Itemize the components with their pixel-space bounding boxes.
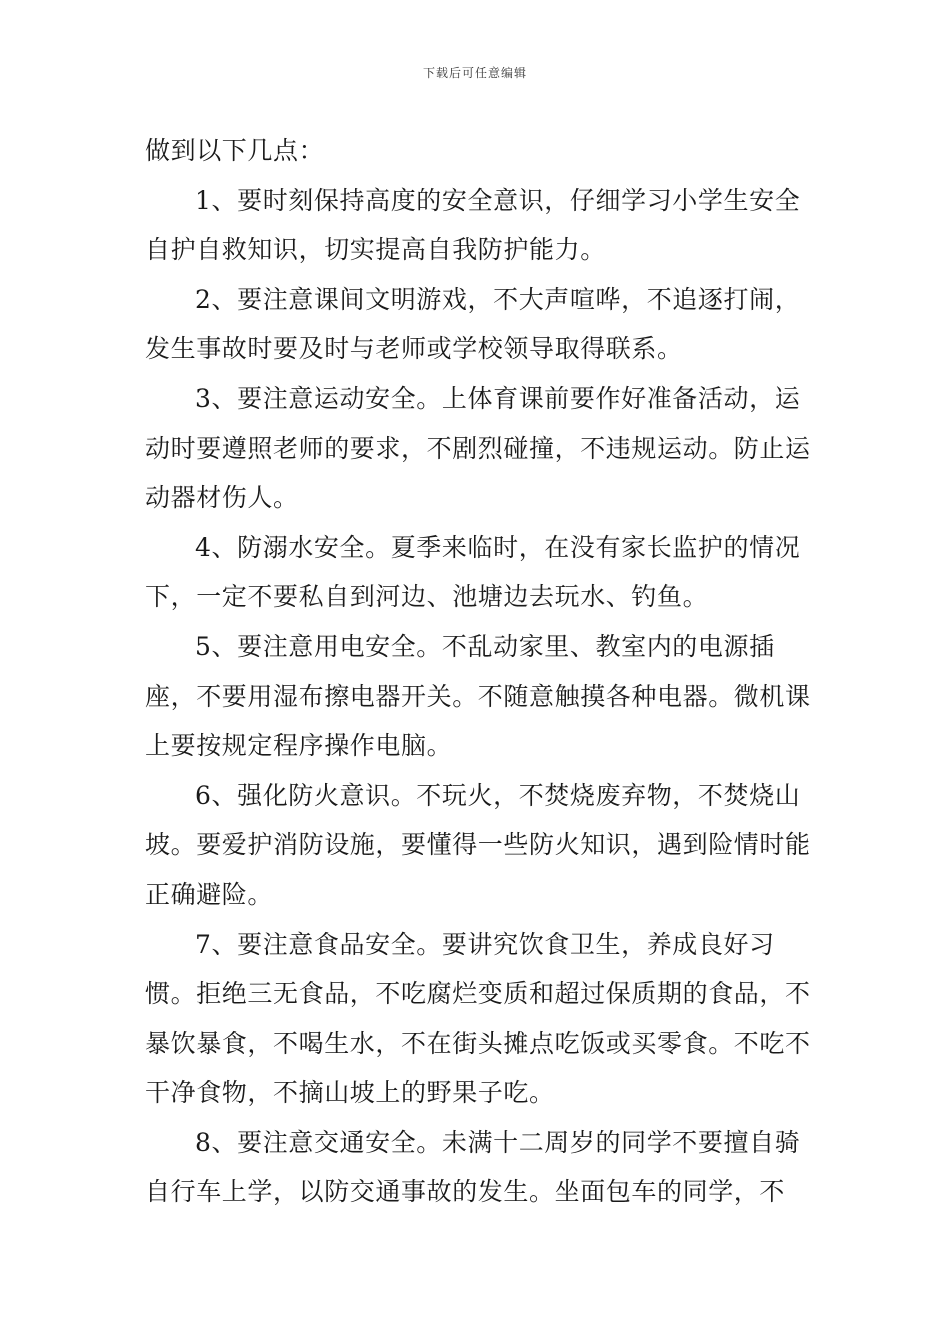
paragraph-intro: 做到以下几点： [145, 136, 325, 165]
page-header: 下载后可任意编辑 [422, 66, 527, 80]
paragraph-item-3: 3、要注意运动安全。上体育课前要作好准备活动，运动时要遵照老师的要求，不剧烈碰撞，不违规运动。防止运动器材伤人。 [145, 383, 811, 513]
paragraph-item-6: 6、强化防火意识。不玩火，不焚烧废弃物，不焚烧山坡。要爱护消防设施，要懂得一些防火知识，遇到险情时能正确避险。 [145, 780, 811, 909]
document-body [145, 126, 815, 1217]
paragraph-item-1: 1、要时刻保持高度的安全意识，仔细学习小学生安全自护自救知识，切实提高自我防护能力。 [145, 185, 801, 265]
paragraph-item-5: 5、要注意用电安全。不乱动家里、教室内的电源插座，不要用湿布擦电器开关。不随意触摸各种电器。微机课上要按规定程序操作电脑。 [145, 631, 811, 761]
paragraph-item-8: 8、要注意交通安全。未满十二周岁的同学不要擅自骑自行车上学，以防交通事故的发生。坐面包车的同学，不 [145, 1127, 801, 1207]
paragraph-item-2: 2、要注意课间文明游戏，不大声喧哗，不追逐打闹，发生事故时要及时与老师或学校领导取得联系。 [145, 284, 801, 364]
paragraph-item-7: 7、要注意食品安全。要讲究饮食卫生，养成良好习惯。拒绝三无食品，不吃腐烂变质和超过保质期的食品，不暴饮暴食，不喝生水，不在街头摊点吃饭或买零食。不吃不干净食物，不摘山坡上的野果子吃。 [145, 929, 811, 1108]
paragraph-item-4: 4、防溺水安全。夏季来临时，在没有家长监护的情况下，一定不要私自到河边、池塘边去玩水、钓鱼。 [145, 532, 801, 612]
